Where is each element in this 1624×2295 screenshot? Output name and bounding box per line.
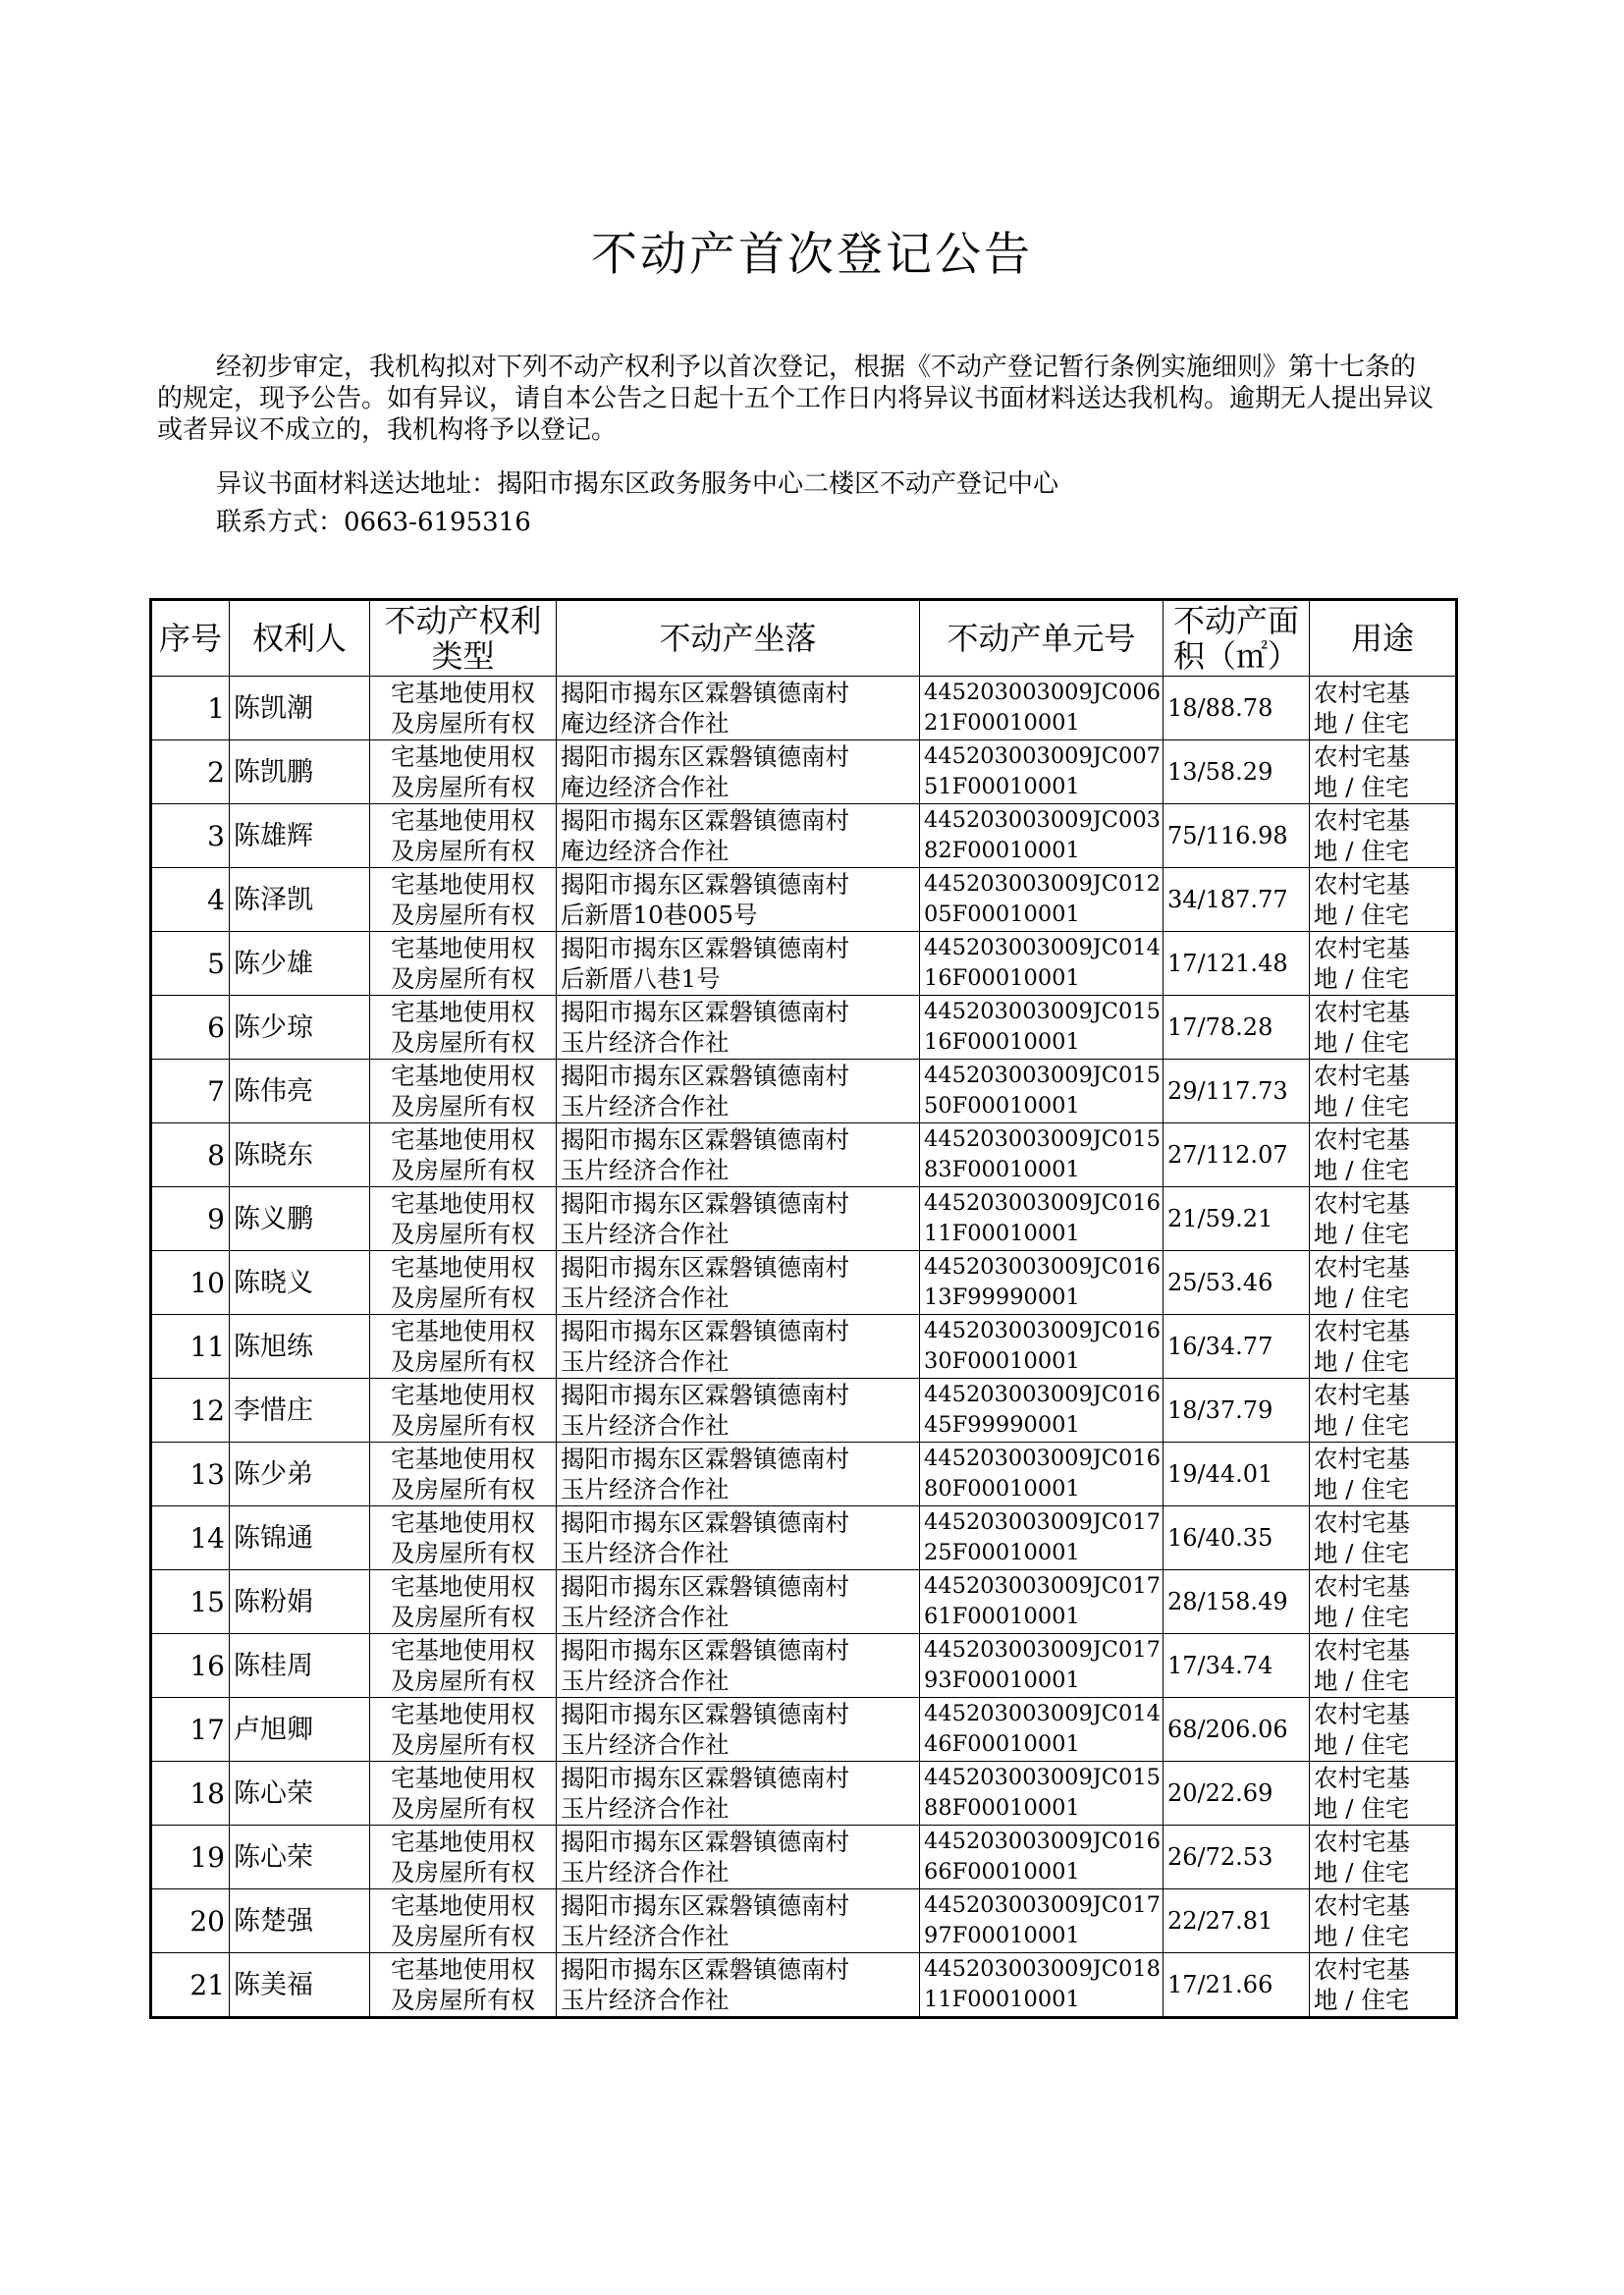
area-value: 75/116.98 <box>1164 804 1310 868</box>
owner-name: 陈义鹏 <box>230 1187 370 1251</box>
table-row <box>151 932 1457 996</box>
header-owner: 权利人 <box>230 600 370 677</box>
area-value: 17/121.48 <box>1164 932 1310 996</box>
land-use: 农村宅基 地 / 住宅 <box>1310 1251 1457 1315</box>
land-use: 农村宅基 地 / 住宅 <box>1310 740 1457 804</box>
table-row <box>151 1060 1457 1123</box>
table-row <box>151 1634 1457 1698</box>
table-row <box>151 1443 1457 1506</box>
row-number: 13 <box>151 1443 230 1506</box>
owner-name: 陈少雄 <box>230 932 370 996</box>
right-type: 宅基地使用权 及房屋所有权 <box>370 1826 557 1889</box>
right-type: 宅基地使用权 及房屋所有权 <box>370 1506 557 1570</box>
table-row <box>151 1123 1457 1187</box>
right-type: 宅基地使用权 及房屋所有权 <box>370 1762 557 1826</box>
row-number: 4 <box>151 868 230 932</box>
location: 揭阳市揭东区霖磐镇德南村 玉片经济合作社 <box>557 1762 920 1826</box>
unit-number: 445203003009JC015 83F00010001 <box>920 1123 1164 1187</box>
location: 揭阳市揭东区霖磐镇德南村 玉片经济合作社 <box>557 1570 920 1634</box>
area-value: 22/27.81 <box>1164 1889 1310 1953</box>
unit-number: 445203003009JC016 11F00010001 <box>920 1187 1164 1251</box>
area-value: 18/88.78 <box>1164 677 1310 740</box>
row-number: 1 <box>151 677 230 740</box>
area-value: 18/37.79 <box>1164 1379 1310 1443</box>
land-use: 农村宅基 地 / 住宅 <box>1310 1826 1457 1889</box>
table-row <box>151 1506 1457 1570</box>
location: 揭阳市揭东区霖磐镇德南村 玉片经济合作社 <box>557 1379 920 1443</box>
table-row <box>151 1315 1457 1379</box>
right-type: 宅基地使用权 及房屋所有权 <box>370 1060 557 1123</box>
row-number: 14 <box>151 1506 230 1570</box>
unit-number: 445203003009JC003 82F00010001 <box>920 804 1164 868</box>
owner-name: 陈雄辉 <box>230 804 370 868</box>
land-use: 农村宅基 地 / 住宅 <box>1310 1379 1457 1443</box>
row-number: 19 <box>151 1826 230 1889</box>
right-type: 宅基地使用权 及房屋所有权 <box>370 1570 557 1634</box>
header-use: 用途 <box>1310 600 1457 677</box>
right-type: 宅基地使用权 及房屋所有权 <box>370 1123 557 1187</box>
unit-number: 445203003009JC014 46F00010001 <box>920 1698 1164 1762</box>
owner-name: 卢旭卿 <box>230 1698 370 1762</box>
table-row <box>151 1889 1457 1953</box>
owner-name: 陈旭练 <box>230 1315 370 1379</box>
land-use: 农村宅基 地 / 住宅 <box>1310 932 1457 996</box>
right-type: 宅基地使用权 及房屋所有权 <box>370 740 557 804</box>
table-row <box>151 677 1457 740</box>
land-use: 农村宅基 地 / 住宅 <box>1310 1698 1457 1762</box>
unit-number: 445203003009JC014 16F00010001 <box>920 932 1164 996</box>
row-number: 3 <box>151 804 230 868</box>
row-number: 6 <box>151 996 230 1060</box>
land-use: 农村宅基 地 / 住宅 <box>1310 1187 1457 1251</box>
header-no: 序号 <box>151 600 230 677</box>
table-header-row <box>151 600 1457 677</box>
page-title: 不动产首次登记公告 <box>591 228 1033 282</box>
owner-name: 陈锦通 <box>230 1506 370 1570</box>
table-row <box>151 1251 1457 1315</box>
area-value: 21/59.21 <box>1164 1187 1310 1251</box>
owner-name: 李惜庄 <box>230 1379 370 1443</box>
right-type: 宅基地使用权 及房屋所有权 <box>370 1698 557 1762</box>
location: 揭阳市揭东区霖磐镇德南村 后新厝八巷1号 <box>557 932 920 996</box>
right-type: 宅基地使用权 及房屋所有权 <box>370 1443 557 1506</box>
table-row <box>151 804 1457 868</box>
right-type: 宅基地使用权 及房屋所有权 <box>370 1379 557 1443</box>
land-use: 农村宅基 地 / 住宅 <box>1310 1889 1457 1953</box>
location: 揭阳市揭东区霖磐镇德南村 庵边经济合作社 <box>557 740 920 804</box>
unit-number: 445203003009JC007 51F00010001 <box>920 740 1164 804</box>
owner-name: 陈凯潮 <box>230 677 370 740</box>
area-value: 17/78.28 <box>1164 996 1310 1060</box>
unit-number: 445203003009JC015 16F00010001 <box>920 996 1164 1060</box>
owner-name: 陈桂周 <box>230 1634 370 1698</box>
header-unit-number: 不动产单元号 <box>920 600 1164 677</box>
owner-name: 陈晓东 <box>230 1123 370 1187</box>
land-use: 农村宅基 地 / 住宅 <box>1310 868 1457 932</box>
area-value: 68/206.06 <box>1164 1698 1310 1762</box>
land-use: 农村宅基 地 / 住宅 <box>1310 1123 1457 1187</box>
right-type: 宅基地使用权 及房屋所有权 <box>370 996 557 1060</box>
location: 揭阳市揭东区霖磐镇德南村 玉片经济合作社 <box>557 1634 920 1698</box>
unit-number: 445203003009JC006 21F00010001 <box>920 677 1164 740</box>
land-use: 农村宅基 地 / 住宅 <box>1310 1570 1457 1634</box>
area-value: 20/22.69 <box>1164 1762 1310 1826</box>
location: 揭阳市揭东区霖磐镇德南村 玉片经济合作社 <box>557 1315 920 1379</box>
row-number: 17 <box>151 1698 230 1762</box>
right-type: 宅基地使用权 及房屋所有权 <box>370 677 557 740</box>
land-use: 农村宅基 地 / 住宅 <box>1310 804 1457 868</box>
location: 揭阳市揭东区霖磐镇德南村 庵边经济合作社 <box>557 804 920 868</box>
right-type: 宅基地使用权 及房屋所有权 <box>370 868 557 932</box>
area-value: 16/34.77 <box>1164 1315 1310 1379</box>
table-row <box>151 1379 1457 1443</box>
right-type: 宅基地使用权 及房屋所有权 <box>370 1634 557 1698</box>
row-number: 2 <box>151 740 230 804</box>
location: 揭阳市揭东区霖磐镇德南村 玉片经济合作社 <box>557 1251 920 1315</box>
unit-number: 445203003009JC017 25F00010001 <box>920 1506 1164 1570</box>
right-type: 宅基地使用权 及房屋所有权 <box>370 1953 557 2018</box>
land-use: 农村宅基 地 / 住宅 <box>1310 1762 1457 1826</box>
right-type: 宅基地使用权 及房屋所有权 <box>370 932 557 996</box>
land-use: 农村宅基 地 / 住宅 <box>1310 1953 1457 2018</box>
area-value: 16/40.35 <box>1164 1506 1310 1570</box>
table-row <box>151 1187 1457 1251</box>
owner-name: 陈少琼 <box>230 996 370 1060</box>
contact-info: 联系方式：0663-6195316 <box>216 508 531 537</box>
location: 揭阳市揭东区霖磐镇德南村 玉片经济合作社 <box>557 1889 920 1953</box>
location: 揭阳市揭东区霖磐镇德南村 庵边经济合作社 <box>557 677 920 740</box>
row-number: 16 <box>151 1634 230 1698</box>
unit-number: 445203003009JC016 45F99990001 <box>920 1379 1164 1443</box>
unit-number: 445203003009JC018 11F00010001 <box>920 1953 1164 2018</box>
area-value: 29/117.73 <box>1164 1060 1310 1123</box>
table-row <box>151 1762 1457 1826</box>
header-location: 不动产坐落 <box>557 600 920 677</box>
table-row <box>151 1570 1457 1634</box>
owner-name: 陈伟亮 <box>230 1060 370 1123</box>
owner-name: 陈凯鹏 <box>230 740 370 804</box>
row-number: 18 <box>151 1762 230 1826</box>
location: 揭阳市揭东区霖磐镇德南村 玉片经济合作社 <box>557 1506 920 1570</box>
table-row <box>151 1953 1457 2018</box>
land-use: 农村宅基 地 / 住宅 <box>1310 1443 1457 1506</box>
header-area: 不动产面积（㎡） <box>1164 600 1310 677</box>
owner-name: 陈楚强 <box>230 1889 370 1953</box>
area-value: 34/187.77 <box>1164 868 1310 932</box>
area-value: 27/112.07 <box>1164 1123 1310 1187</box>
table-row <box>151 868 1457 932</box>
right-type: 宅基地使用权 及房屋所有权 <box>370 1187 557 1251</box>
table-row <box>151 740 1457 804</box>
row-number: 12 <box>151 1379 230 1443</box>
row-number: 7 <box>151 1060 230 1123</box>
owner-name: 陈心荣 <box>230 1762 370 1826</box>
area-value: 26/72.53 <box>1164 1826 1310 1889</box>
location: 揭阳市揭东区霖磐镇德南村 玉片经济合作社 <box>557 1953 920 2018</box>
owner-name: 陈晓义 <box>230 1251 370 1315</box>
unit-number: 445203003009JC016 30F00010001 <box>920 1315 1164 1379</box>
unit-number: 445203003009JC016 66F00010001 <box>920 1826 1164 1889</box>
area-value: 25/53.46 <box>1164 1251 1310 1315</box>
unit-number: 445203003009JC015 88F00010001 <box>920 1762 1164 1826</box>
owner-name: 陈美福 <box>230 1953 370 2018</box>
land-use: 农村宅基 地 / 住宅 <box>1310 996 1457 1060</box>
land-use: 农村宅基 地 / 住宅 <box>1310 1506 1457 1570</box>
location: 揭阳市揭东区霖磐镇德南村 玉片经济合作社 <box>557 1123 920 1187</box>
table-row <box>151 996 1457 1060</box>
location: 揭阳市揭东区霖磐镇德南村 玉片经济合作社 <box>557 1443 920 1506</box>
right-type: 宅基地使用权 及房屋所有权 <box>370 1251 557 1315</box>
area-value: 28/158.49 <box>1164 1570 1310 1634</box>
owner-name: 陈粉娟 <box>230 1570 370 1634</box>
land-use: 农村宅基 地 / 住宅 <box>1310 677 1457 740</box>
area-value: 17/21.66 <box>1164 1953 1310 2018</box>
unit-number: 445203003009JC016 80F00010001 <box>920 1443 1164 1506</box>
right-type: 宅基地使用权 及房屋所有权 <box>370 804 557 868</box>
location: 揭阳市揭东区霖磐镇德南村 玉片经济合作社 <box>557 1187 920 1251</box>
unit-number: 445203003009JC017 93F00010001 <box>920 1634 1164 1698</box>
header-right-type: 不动产权利类型 <box>370 600 557 677</box>
intro-paragraph: 经初步审定，我机构拟对下列不动产权利予以首次登记，根据《不动产登记暂行条例实施细则》第十七条的的规定，现予公告。如有异议，请自本公告之日起十五个工作日内将异议书面材料送达我机构。逾期无人提出异议或者异议不成立的，我机构将予以登记。 <box>157 353 1435 445</box>
table-row <box>151 1826 1457 1889</box>
location: 揭阳市揭东区霖磐镇德南村 玉片经济合作社 <box>557 1060 920 1123</box>
row-number: 9 <box>151 1187 230 1251</box>
owner-name: 陈少弟 <box>230 1443 370 1506</box>
location: 揭阳市揭东区霖磐镇德南村 玉片经济合作社 <box>557 1698 920 1762</box>
registration-table <box>149 598 1458 2019</box>
row-number: 10 <box>151 1251 230 1315</box>
right-type: 宅基地使用权 及房屋所有权 <box>370 1889 557 1953</box>
objection-address: 异议书面材料送达地址：揭阳市揭东区政务服务中心二楼区不动产登记中心 <box>216 469 1059 499</box>
unit-number: 445203003009JC016 13F99990001 <box>920 1251 1164 1315</box>
row-number: 21 <box>151 1953 230 2018</box>
location: 揭阳市揭东区霖磐镇德南村 玉片经济合作社 <box>557 1826 920 1889</box>
area-value: 19/44.01 <box>1164 1443 1310 1506</box>
row-number: 11 <box>151 1315 230 1379</box>
row-number: 20 <box>151 1889 230 1953</box>
row-number: 5 <box>151 932 230 996</box>
right-type: 宅基地使用权 及房屋所有权 <box>370 1315 557 1379</box>
unit-number: 445203003009JC017 97F00010001 <box>920 1889 1164 1953</box>
area-value: 17/34.74 <box>1164 1634 1310 1698</box>
owner-name: 陈泽凯 <box>230 868 370 932</box>
land-use: 农村宅基 地 / 住宅 <box>1310 1315 1457 1379</box>
land-use: 农村宅基 地 / 住宅 <box>1310 1634 1457 1698</box>
table-row <box>151 1698 1457 1762</box>
unit-number: 445203003009JC017 61F00010001 <box>920 1570 1164 1634</box>
location: 揭阳市揭东区霖磐镇德南村 玉片经济合作社 <box>557 996 920 1060</box>
unit-number: 445203003009JC012 05F00010001 <box>920 868 1164 932</box>
area-value: 13/58.29 <box>1164 740 1310 804</box>
land-use: 农村宅基 地 / 住宅 <box>1310 1060 1457 1123</box>
owner-name: 陈心荣 <box>230 1826 370 1889</box>
row-number: 8 <box>151 1123 230 1187</box>
unit-number: 445203003009JC015 50F00010001 <box>920 1060 1164 1123</box>
location: 揭阳市揭东区霖磐镇德南村 后新厝10巷005号 <box>557 868 920 932</box>
row-number: 15 <box>151 1570 230 1634</box>
